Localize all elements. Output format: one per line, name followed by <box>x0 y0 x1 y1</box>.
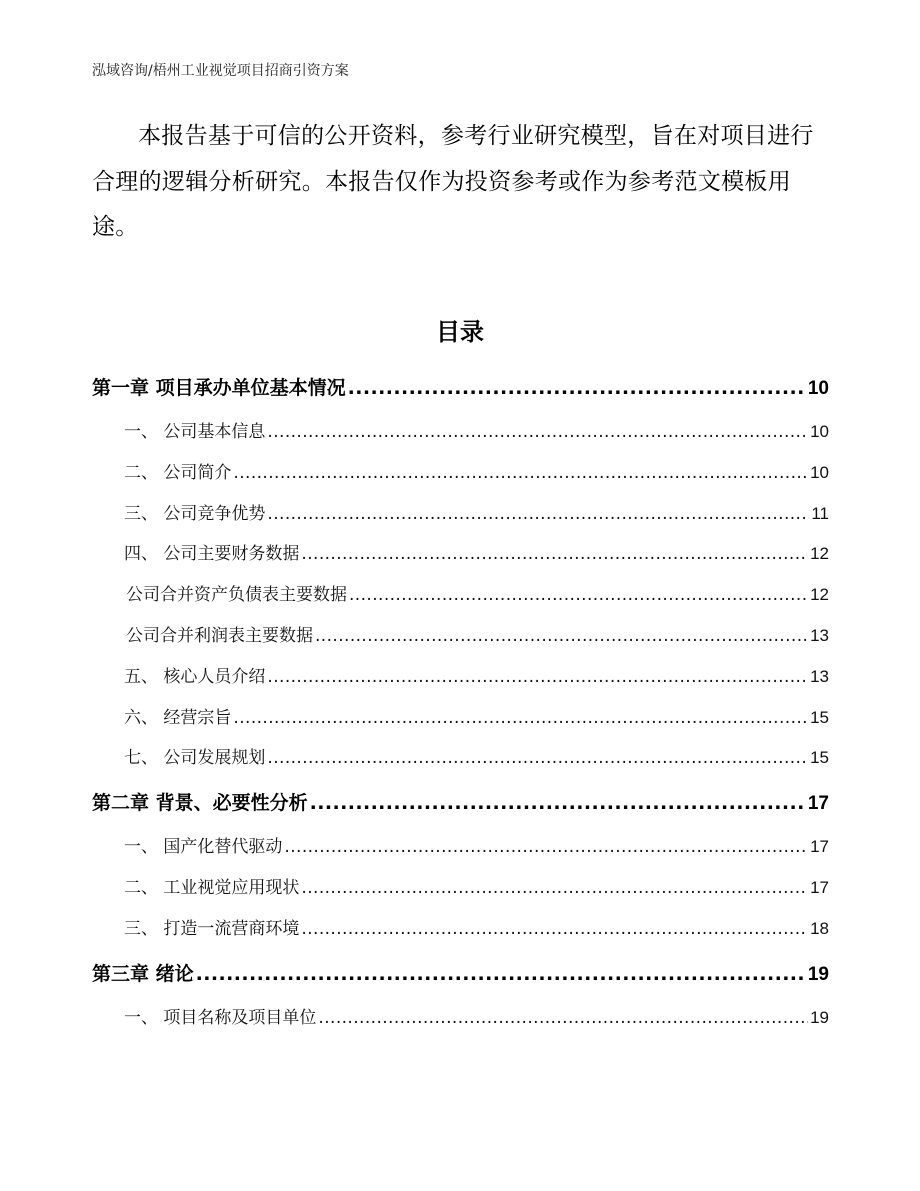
toc-chapter-3[interactable] <box>92 950 829 998</box>
dot-leader <box>196 950 806 998</box>
toc-section[interactable] <box>92 657 829 698</box>
dot-leader <box>284 827 808 868</box>
toc-section[interactable] <box>92 827 829 868</box>
dot-leader <box>315 616 808 657</box>
toc-section[interactable] <box>92 494 829 535</box>
toc-entry-label: 公司合并利润表主要数据 <box>126 625 313 646</box>
toc-entry-label: 七、 公司发展规划 <box>124 748 266 769</box>
toc-section[interactable] <box>92 998 829 1039</box>
toc-chapter-2[interactable] <box>92 779 829 827</box>
dot-leader <box>301 909 808 950</box>
toc-entry-label: 二、 公司简介 <box>124 462 232 483</box>
dot-leader <box>267 657 808 698</box>
toc-entry-page: 17 <box>807 793 829 815</box>
table-of-contents <box>92 364 829 1038</box>
dot-leader <box>267 738 808 779</box>
toc-entry-label: 一、 项目名称及项目单位 <box>124 1007 317 1028</box>
toc-entry-label: 一、 国产化替代驱动 <box>124 837 283 858</box>
toc-entry-label: 公司合并资产负债表主要数据 <box>126 585 347 606</box>
dot-leader <box>318 998 808 1039</box>
dot-leader <box>267 412 808 453</box>
toc-section[interactable] <box>92 738 829 779</box>
toc-entry-page: 13 <box>810 625 829 645</box>
toc-section[interactable] <box>92 412 829 453</box>
toc-section[interactable] <box>92 698 829 739</box>
toc-entry-page: 13 <box>810 666 829 686</box>
toc-section[interactable] <box>92 453 829 494</box>
dot-leader <box>233 698 808 739</box>
toc-entry-page: 19 <box>807 963 829 985</box>
toc-entry-page: 19 <box>810 1007 829 1027</box>
toc-entry-label: 一、 公司基本信息 <box>124 422 266 442</box>
toc-entry-label: 第二章 背景、必要性分析 <box>92 792 308 815</box>
toc-entry-page: 10 <box>810 462 829 482</box>
dot-leader <box>301 868 808 909</box>
toc-entry-label: 二、 工业视觉应用现状 <box>124 877 300 898</box>
intro-paragraph: 本报告基于可信的公开资料，参考行业研究模型，旨在对项目进行合理的逻辑分析研究。本报告仅作为投资参考或作为参考范文模板用途。 <box>92 123 814 240</box>
toc-entry-page: 12 <box>810 585 829 605</box>
dot-leader <box>348 364 806 412</box>
toc-section[interactable] <box>92 868 829 909</box>
toc-entry-page: 10 <box>807 378 829 399</box>
dot-leader <box>267 494 809 535</box>
toc-entry-page: 12 <box>810 544 829 564</box>
toc-entry-page: 15 <box>810 707 829 727</box>
dot-leader <box>233 453 808 494</box>
toc-section[interactable] <box>92 909 829 950</box>
toc-entry-label: 四、 公司主要财务数据 <box>124 544 300 565</box>
toc-entry-page: 17 <box>810 877 829 897</box>
dot-leader <box>349 575 808 616</box>
toc-entry-page: 10 <box>810 422 829 441</box>
toc-entry-label: 六、 经营宗旨 <box>124 707 232 728</box>
toc-title: 目录 <box>436 318 484 346</box>
toc-entry-label: 三、 打造一流营商环境 <box>124 918 300 939</box>
toc-entry-page: 18 <box>810 918 829 938</box>
toc-section[interactable] <box>92 575 829 616</box>
toc-entry-label: 五、 核心人员介绍 <box>124 666 266 687</box>
toc-entry-page: 11 <box>811 503 829 523</box>
dot-leader <box>301 534 808 575</box>
toc-entry-label: 第一章 项目承办单位基本情况 <box>92 377 346 399</box>
toc-entry-label: 第三章 绪论 <box>92 962 194 985</box>
toc-entry-page: 17 <box>810 837 829 857</box>
toc-entry-label: 三、 公司竞争优势 <box>124 503 266 524</box>
dot-leader <box>310 779 806 827</box>
toc-chapter-1[interactable] <box>92 364 829 412</box>
page-header: 泓域咨询/梧州工业视觉项目招商引资方案 <box>92 63 349 79</box>
toc-entry-page: 15 <box>810 748 829 768</box>
toc-section[interactable] <box>92 616 829 657</box>
toc-section[interactable] <box>92 534 829 575</box>
